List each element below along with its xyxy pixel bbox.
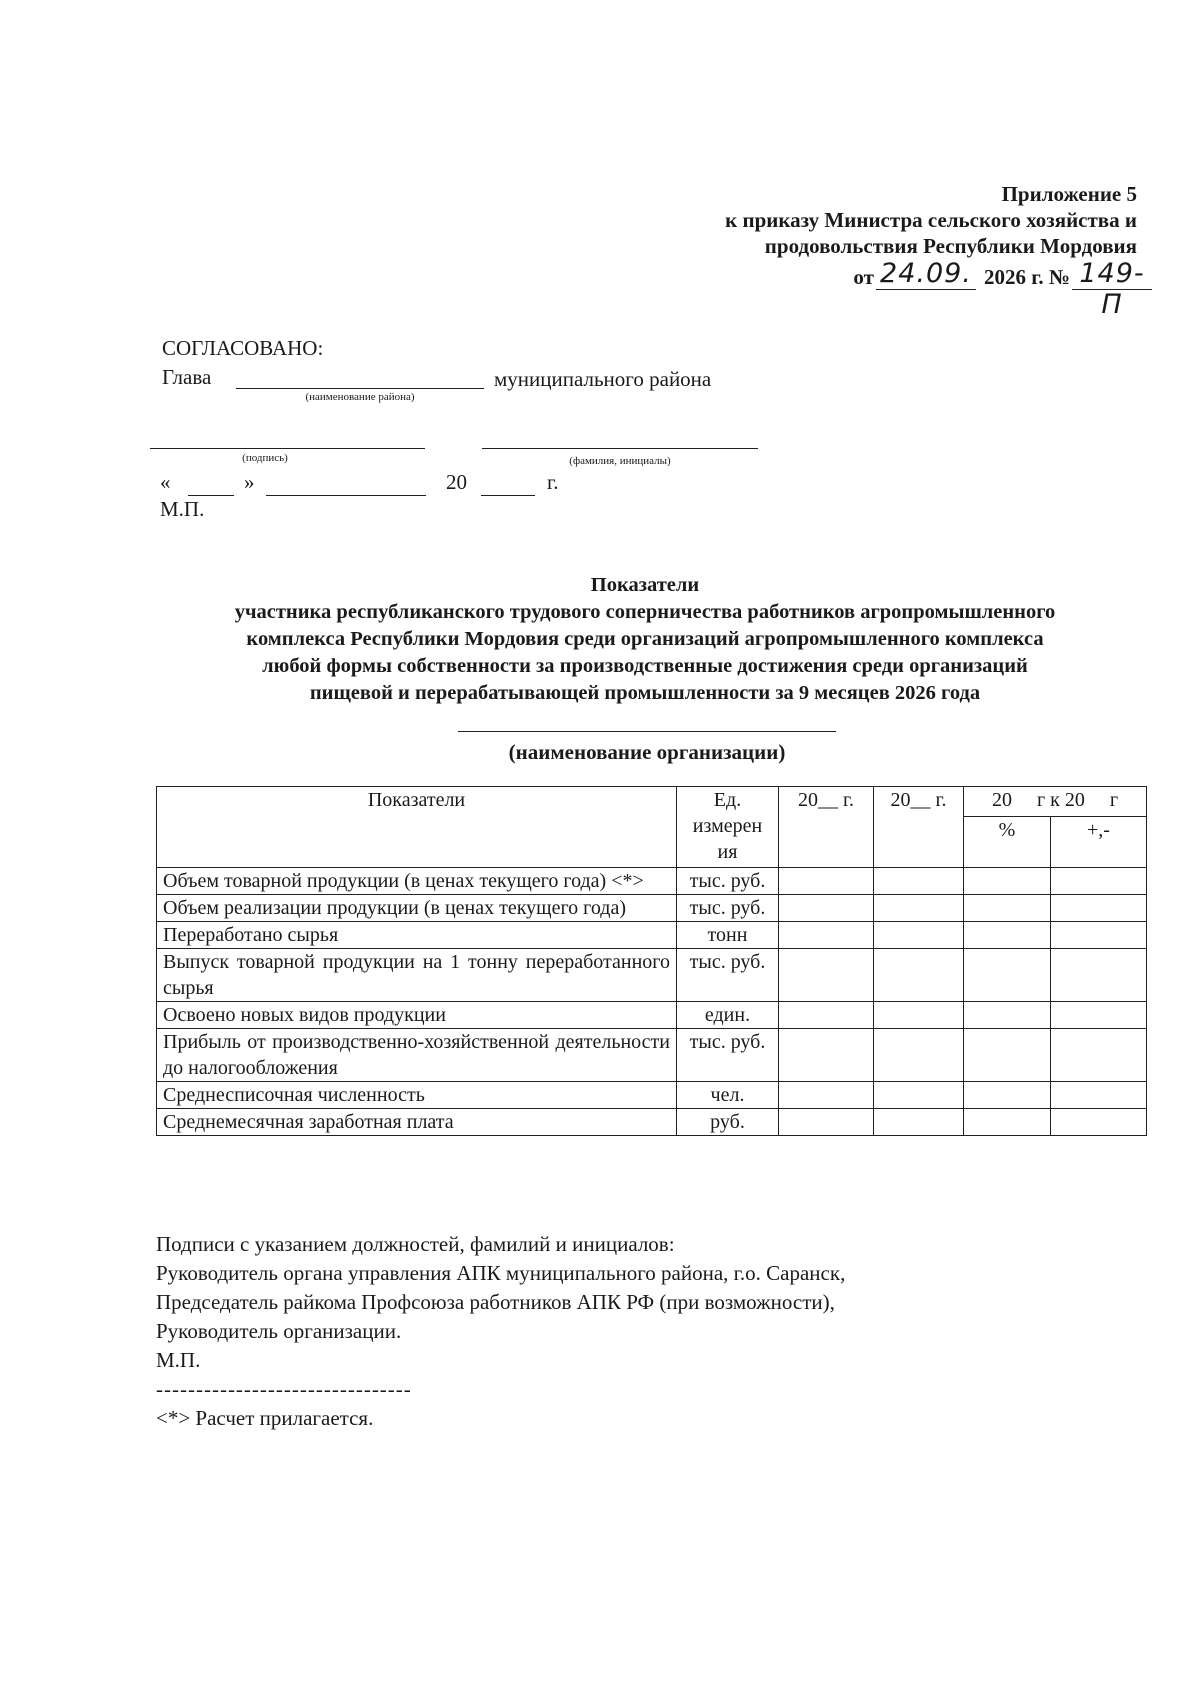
unit-header-line-3: ия <box>717 841 738 863</box>
month-line <box>266 495 426 496</box>
signature-caption: (подпись) <box>242 452 288 464</box>
year-and-number-label: 2026 г. № <box>983 265 1070 289</box>
footnote-separator: -------------------------------- <box>156 1377 412 1401</box>
cell-percent[interactable] <box>964 922 1051 949</box>
cell-plusminus[interactable] <box>1051 868 1147 895</box>
cell-year-1[interactable] <box>779 922 874 949</box>
table-row <box>157 1082 1147 1109</box>
signature-line <box>150 448 425 449</box>
cell-plusminus[interactable] <box>1051 1109 1147 1136</box>
unit-header-line-2: измерен <box>692 815 763 837</box>
head-label: Глава <box>162 365 212 389</box>
indicators-table <box>156 786 1147 1136</box>
appendix-header <box>725 181 1137 259</box>
row-unit: тыс. руб. <box>677 868 779 895</box>
signatures-line-1: Руководитель органа управления АПК муниципального района, г.о. Саранск, <box>156 1261 846 1285</box>
appendix-title: Приложение 5 <box>1001 182 1137 206</box>
cell-percent[interactable] <box>964 1029 1051 1082</box>
col-header-percent: % <box>964 817 1051 868</box>
col-header-unit <box>677 787 779 868</box>
cell-year-2[interactable] <box>874 922 964 949</box>
col-header-year-1: 20__ г. <box>779 787 874 868</box>
row-name: Среднесписочная численность <box>157 1082 677 1109</box>
cell-year-2[interactable] <box>874 895 964 922</box>
title-line-4: пищевой и перерабатывающей промышленности за 9 месяцев 2026 года <box>309 682 981 704</box>
cell-percent[interactable] <box>964 895 1051 922</box>
row-unit: тыс. руб. <box>677 895 779 922</box>
title-heading: Показатели <box>590 574 700 596</box>
row-name: Переработано сырья <box>157 922 677 949</box>
signatures-intro: Подписи с указанием должностей, фамилий и инициалов: <box>156 1232 675 1256</box>
title-line-3: любой формы собственности за производственные достижения среди организаций <box>262 655 1028 677</box>
cell-year-2[interactable] <box>874 1082 964 1109</box>
cell-year-1[interactable] <box>779 1002 874 1029</box>
col-header-indicators: Показатели <box>157 787 677 868</box>
table-row <box>157 949 1147 1002</box>
cell-plusminus[interactable] <box>1051 922 1147 949</box>
title-line-1: участника республиканского трудового соперничества работников агропромышленного <box>234 601 1056 623</box>
cell-plusminus[interactable] <box>1051 1029 1147 1082</box>
row-name: Среднемесячная заработная плата <box>157 1109 677 1136</box>
row-unit: тыс. руб. <box>677 1029 779 1082</box>
cell-year-1[interactable] <box>779 868 874 895</box>
date-prefix: от <box>853 265 874 289</box>
row-name: Выпуск товарной продукции на 1 тонну переработанного сырья <box>157 949 677 1002</box>
footnote: <*> Расчет прилагается. <box>156 1406 374 1430</box>
title-line-2: комплекса Республики Мордовия среди организаций агропромышленного комплекса <box>246 628 1044 650</box>
table-header-row <box>157 787 1147 817</box>
signatures-stamp: М.П. <box>156 1348 201 1372</box>
table-row <box>157 868 1147 895</box>
table-row <box>157 922 1147 949</box>
appendix-line-1: к приказу Министра сельского хозяйства и <box>725 208 1137 232</box>
year-line <box>481 495 535 496</box>
cell-year-1[interactable] <box>779 1082 874 1109</box>
cell-percent[interactable] <box>964 1002 1051 1029</box>
name-line <box>482 448 758 449</box>
col-header-year-2: 20__ г. <box>874 787 964 868</box>
quote-open: « <box>160 470 171 494</box>
district-caption: (наименование района) <box>305 391 415 403</box>
cell-year-2[interactable] <box>874 949 964 1002</box>
day-line <box>188 495 234 496</box>
row-name: Прибыль от производственно-хозяйственной деятельности до налогообложения <box>157 1029 677 1082</box>
district-suffix: муниципального района <box>494 367 712 391</box>
cell-year-2[interactable] <box>874 1002 964 1029</box>
signatures-block <box>156 1230 845 1433</box>
org-caption: (наименование организации) <box>508 740 786 764</box>
org-name-line <box>458 731 836 732</box>
signatures-line-2: Председатель райкома Профсоюза работников АПК РФ (при возможности), <box>156 1290 835 1314</box>
district-name-line <box>236 388 484 389</box>
appendix-date-line <box>853 258 1154 320</box>
signatures-line-3: Руководитель организации. <box>156 1319 402 1343</box>
table-row <box>157 895 1147 922</box>
row-unit: чел. <box>677 1082 779 1109</box>
col-header-plusminus: +,- <box>1051 817 1147 868</box>
cell-percent[interactable] <box>964 868 1051 895</box>
approval-stamp: М.П. <box>160 497 205 521</box>
cell-plusminus[interactable] <box>1051 1002 1147 1029</box>
row-unit: руб. <box>677 1109 779 1136</box>
cell-plusminus[interactable] <box>1051 895 1147 922</box>
document-title <box>120 572 1170 707</box>
col-header-comparison: 20 г к 20 г <box>964 787 1147 817</box>
handwritten-order-number: 149-П <box>1072 258 1152 290</box>
row-name: Освоено новых видов продукции <box>157 1002 677 1029</box>
handwritten-date: 24.09. <box>876 258 976 290</box>
cell-year-2[interactable] <box>874 1029 964 1082</box>
cell-year-1[interactable] <box>779 1109 874 1136</box>
cell-year-1[interactable] <box>779 949 874 1002</box>
cell-plusminus[interactable] <box>1051 1082 1147 1109</box>
table-row <box>157 1002 1147 1029</box>
quote-close: » <box>244 470 255 494</box>
cell-year-2[interactable] <box>874 1109 964 1136</box>
cell-percent[interactable] <box>964 1082 1051 1109</box>
cell-percent[interactable] <box>964 949 1051 1002</box>
cell-plusminus[interactable] <box>1051 949 1147 1002</box>
row-unit: един. <box>677 1002 779 1029</box>
cell-percent[interactable] <box>964 1109 1051 1136</box>
cell-year-1[interactable] <box>779 895 874 922</box>
name-caption: (фамилия, инициалы) <box>569 455 671 467</box>
row-unit: тыс. руб. <box>677 949 779 1002</box>
appendix-line-2: продовольствия Республики Мордовия <box>764 234 1137 258</box>
table-row <box>157 1109 1147 1136</box>
cell-year-1[interactable] <box>779 1029 874 1082</box>
cell-year-2[interactable] <box>874 868 964 895</box>
row-name: Объем товарной продукции (в ценах текущего года) <*> <box>157 868 677 895</box>
table-row <box>157 1029 1147 1082</box>
row-name: Объем реализации продукции (в ценах текущего года) <box>157 895 677 922</box>
approval-heading: СОГЛАСОВАНО: <box>162 336 324 360</box>
unit-header-line-1: Ед. <box>713 789 742 811</box>
year-suffix: г. <box>547 470 559 494</box>
year-prefix: 20 <box>446 470 467 494</box>
row-unit: тонн <box>677 922 779 949</box>
